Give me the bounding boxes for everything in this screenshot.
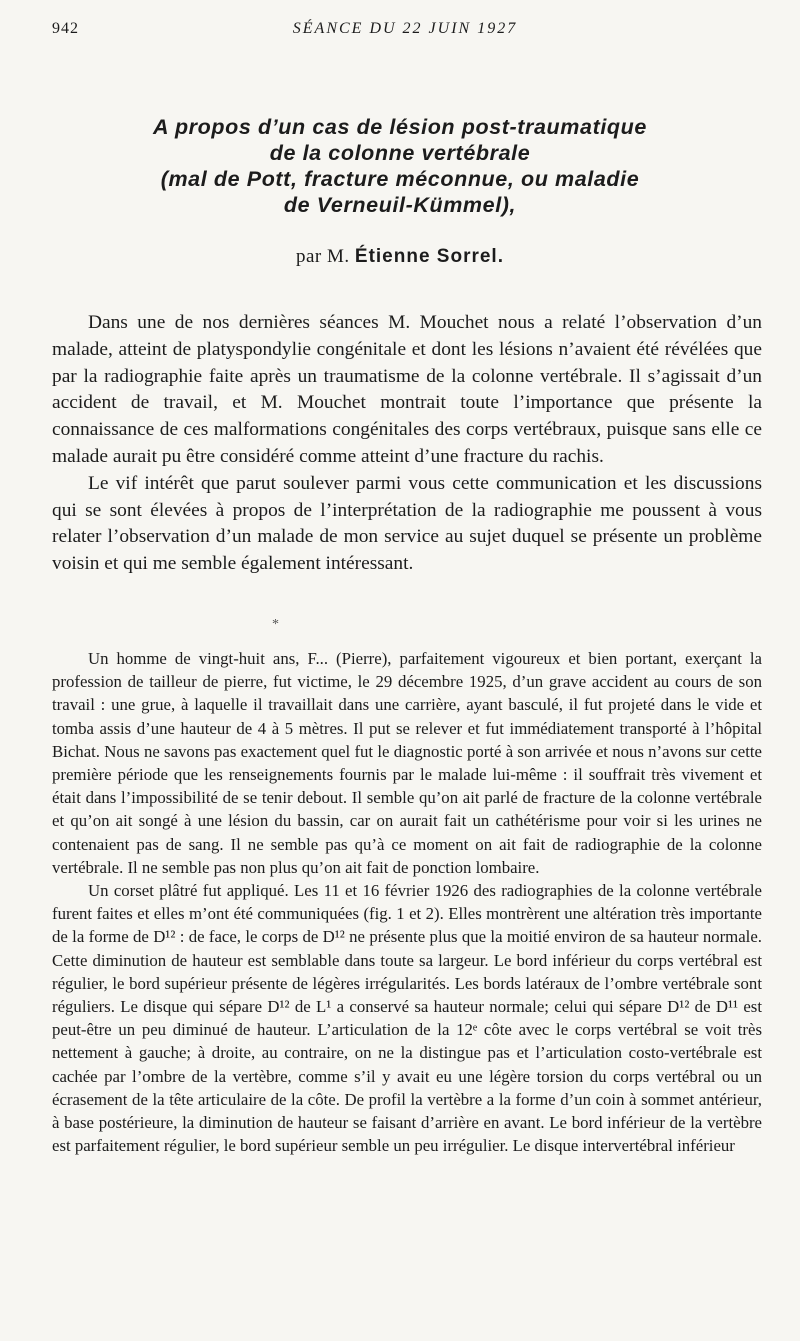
title-line: de Verneuil-Kümmel), xyxy=(283,193,517,217)
running-title: SÉANCE DU 22 JUIN 1927 xyxy=(292,20,518,37)
section-separator: * xyxy=(272,617,279,632)
byline xyxy=(0,246,800,268)
author-name: Étienne Sorrel. xyxy=(354,246,504,267)
title-line: (mal de Pott, fracture méconnue, ou maladie xyxy=(160,167,640,191)
case-section xyxy=(52,647,762,1157)
running-header xyxy=(52,20,758,42)
byline-prefix: par M. xyxy=(295,246,350,267)
title-line: de la colonne vertébrale xyxy=(269,141,531,165)
paragraph: Un corset plâtré fut appliqué. Les 11 et 16 février 1926 des radiographies de la colonne vertébrale furent faites et elles m’ont été communiquées (fig. 1 et 2). Elles montrèrent une altération très importante de la forme de D¹² : de face, le corps de D¹² ne présente plus que la moitié environ de sa hauteur normale. Cette diminution de hauteur est semblable dans toute sa largeur. Le bord inférieur du corps vertébral est régulier, le bord supérieur présente de légères irrégularités. Les bords latéraux de l’ombre vertébrale sont réguliers. Le disque qui sépare D¹² de L¹ a conservé sa hauteur normale; celui qui sépare D¹² de D¹¹ est peut-être un peu diminué de hauteur. L’articulation de la 12ᵉ côte avec le corps vertébral se voit très nettement à gauche; à droite, au contraire, on ne la distingue pas et l’articulation costo-vertébrale est cachée par l’ombre de la vertèbre, comme s’il y avait eu une légère torsion du corps vertébral ou un écrasement de la tête articulaire de la côte. De profil la vertèbre a la forme d’un coin à sommet antérieur, à base postérieure, la diminution de hauteur se faisant d’arrière en avant. Le bord inférieur de la vertèbre est parfaitement régulier, le bord supérieur semble un peu irrégulier. Le disque intervertébral inférieur xyxy=(52,881,762,1156)
paragraph: Un homme de vingt-huit ans, F... (Pierre), parfaitement vigoureux et bien portant, exerçant la profession de tailleur de pierre, fut victime, le 29 décembre 1925, d’un grave accident au cours de son travail : une grue, à laquelle il travaillait dans une carrière, ayant basculé, il fut projeté dans le vide et tomba assis d’une hauteur de 4 à 5 mètres. Il put se relever et fut immédiatement transporté à l’hôpital Bichat. Nous ne savons pas exactement quel fut le diagnostic porté à son arrivée et nous n’avons sur cette première période que les renseignements fournis par le malade lui-même : il souffrait très vivement et était dans l’impossibilité de se tenir debout. Il semble qu’on ait parlé de fracture de la colonne vertébrale et qu’on ait songé à une lésion du bassin, car on aurait fait un cathétérisme pour voir si les urines ne contenaient pas de sang. Il ne semble pas qu’à ce moment on ait fait de radiographie de la colonne vertébrale. Il ne semble pas non plus qu’on ait fait de ponction lombaire. xyxy=(52,649,762,877)
paragraph: Le vif intérêt que parut soulever parmi vous cette communication et les discussions qui se sont élevées à propos de l’interprétation de la radiographie me poussent à vous relater l’observation d’un malade de mon service au sujet duquel se présente un problème voisin et qui me semble également intéressant. xyxy=(52,472,762,575)
article-title xyxy=(60,114,740,218)
paragraph: Dans une de nos dernières séances M. Mouchet nous a relaté l’observation d’un malade, atteint de platyspondylie congénitale et dont les lésions n’avaient été révélées que par la radiographie faite après un traumatisme de la colonne vertébrale. Il s’agissait d’un accident de travail, et M. Mouchet montrait toute l’importance que présente la connaissance de ces malformations congénitales des corps vertébraux, puisque sans elle ce malade aurait pu être considéré comme atteint d’une fracture du rachis. xyxy=(52,312,762,467)
title-line: A propos d’un cas de lésion post-traumatique xyxy=(153,115,647,139)
intro-section xyxy=(52,310,762,632)
page-number: 942 xyxy=(52,20,79,37)
